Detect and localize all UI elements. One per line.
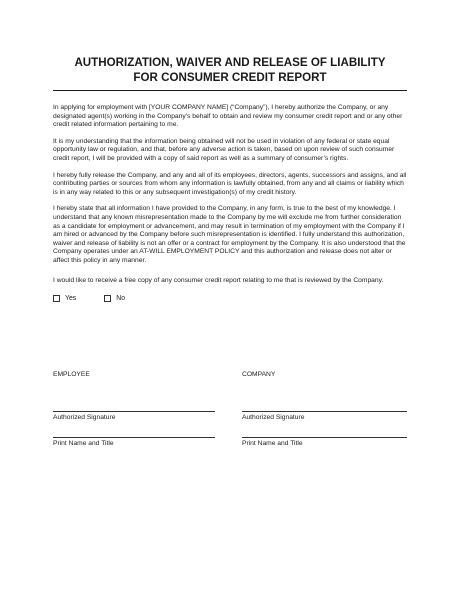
company-heading: COMPANY: [242, 371, 276, 378]
document-body: [53, 55, 407, 303]
yes-checkbox[interactable]: [53, 295, 60, 302]
employee-signature-line[interactable]: [53, 411, 215, 412]
paragraph-release: I hereby fully release the Company, and any and all of its employees, directors, agents, successors and assigns, and all contributing parties or sources from whom any information is lawfully obtained, from any and all claims or liability which is in any way related to this or any subsequent investigation(s) of my credit history.: [53, 171, 407, 196]
paragraph-understanding: It is my understanding that the information being obtained will not be used in violation of any federal or state equal opportunity law or regulation, and that, before any adverse action is taken, based on upon review of such consumer credit report, I will be provided with a copy of said report as well as a summary of consumer’s rights.: [53, 137, 395, 162]
no-checkbox[interactable]: [104, 295, 111, 302]
title-line-1: AUTHORIZATION, WAIVER AND RELEASE OF LIABILITY: [74, 56, 386, 69]
company-signature-line[interactable]: [242, 411, 407, 412]
employee-heading: EMPLOYEE: [53, 371, 90, 378]
company-name-line[interactable]: [242, 437, 407, 438]
employee-name-label: Print Name and Title: [53, 440, 114, 447]
title-line-2: FOR CONSUMER CREDIT REPORT: [133, 71, 327, 84]
signature-section: [53, 371, 407, 461]
document-title: [53, 55, 407, 85]
yes-option[interactable]: [53, 294, 76, 303]
employee-signature-block: [53, 371, 215, 447]
employee-name-line[interactable]: [53, 437, 215, 438]
company-signature-block: [242, 371, 407, 447]
no-label: No: [116, 295, 126, 303]
yes-label: Yes: [65, 295, 77, 303]
paragraph-authorization: In applying for employment with [YOUR COMPANY NAME] (“Company”), I hereby authorize the Company, or any designated agent(s) working in the Company’s behalf to obtain and review my consumer credit report and or any other credit related information pertaining to me.: [53, 104, 403, 129]
title-divider: [53, 90, 407, 91]
employee-signature-label: Authorized Signature: [53, 414, 116, 421]
company-name-label: Print Name and Title: [242, 440, 303, 447]
no-option[interactable]: [104, 294, 125, 303]
paragraph-free-copy-request: I would like to receive a free copy of any consumer credit report relating to me that is reviewed by the Company.: [53, 276, 384, 284]
paragraph-statement: I hereby state that all information I have provided to the Company, in any form, is true to the best of my knowledge. I understand that any known misrepresentation made to the Company by me will exclude me from further consideration as a candidate for employment or advancement, and may result in termination of my employment with the Company if I am hired or advanced by the Company before such misrepresentation is identified. I fully understand this authorization, waiver and release of liability is not an offer or a contract for employment by the Company. It is also understood that the Company operates under an AT-WILL EMPLOYMENT POLICY and this authorization and release does not alter or affect this policy in any manner.: [53, 205, 406, 264]
free-copy-options: [53, 294, 407, 303]
company-signature-label: Authorized Signature: [242, 414, 305, 421]
